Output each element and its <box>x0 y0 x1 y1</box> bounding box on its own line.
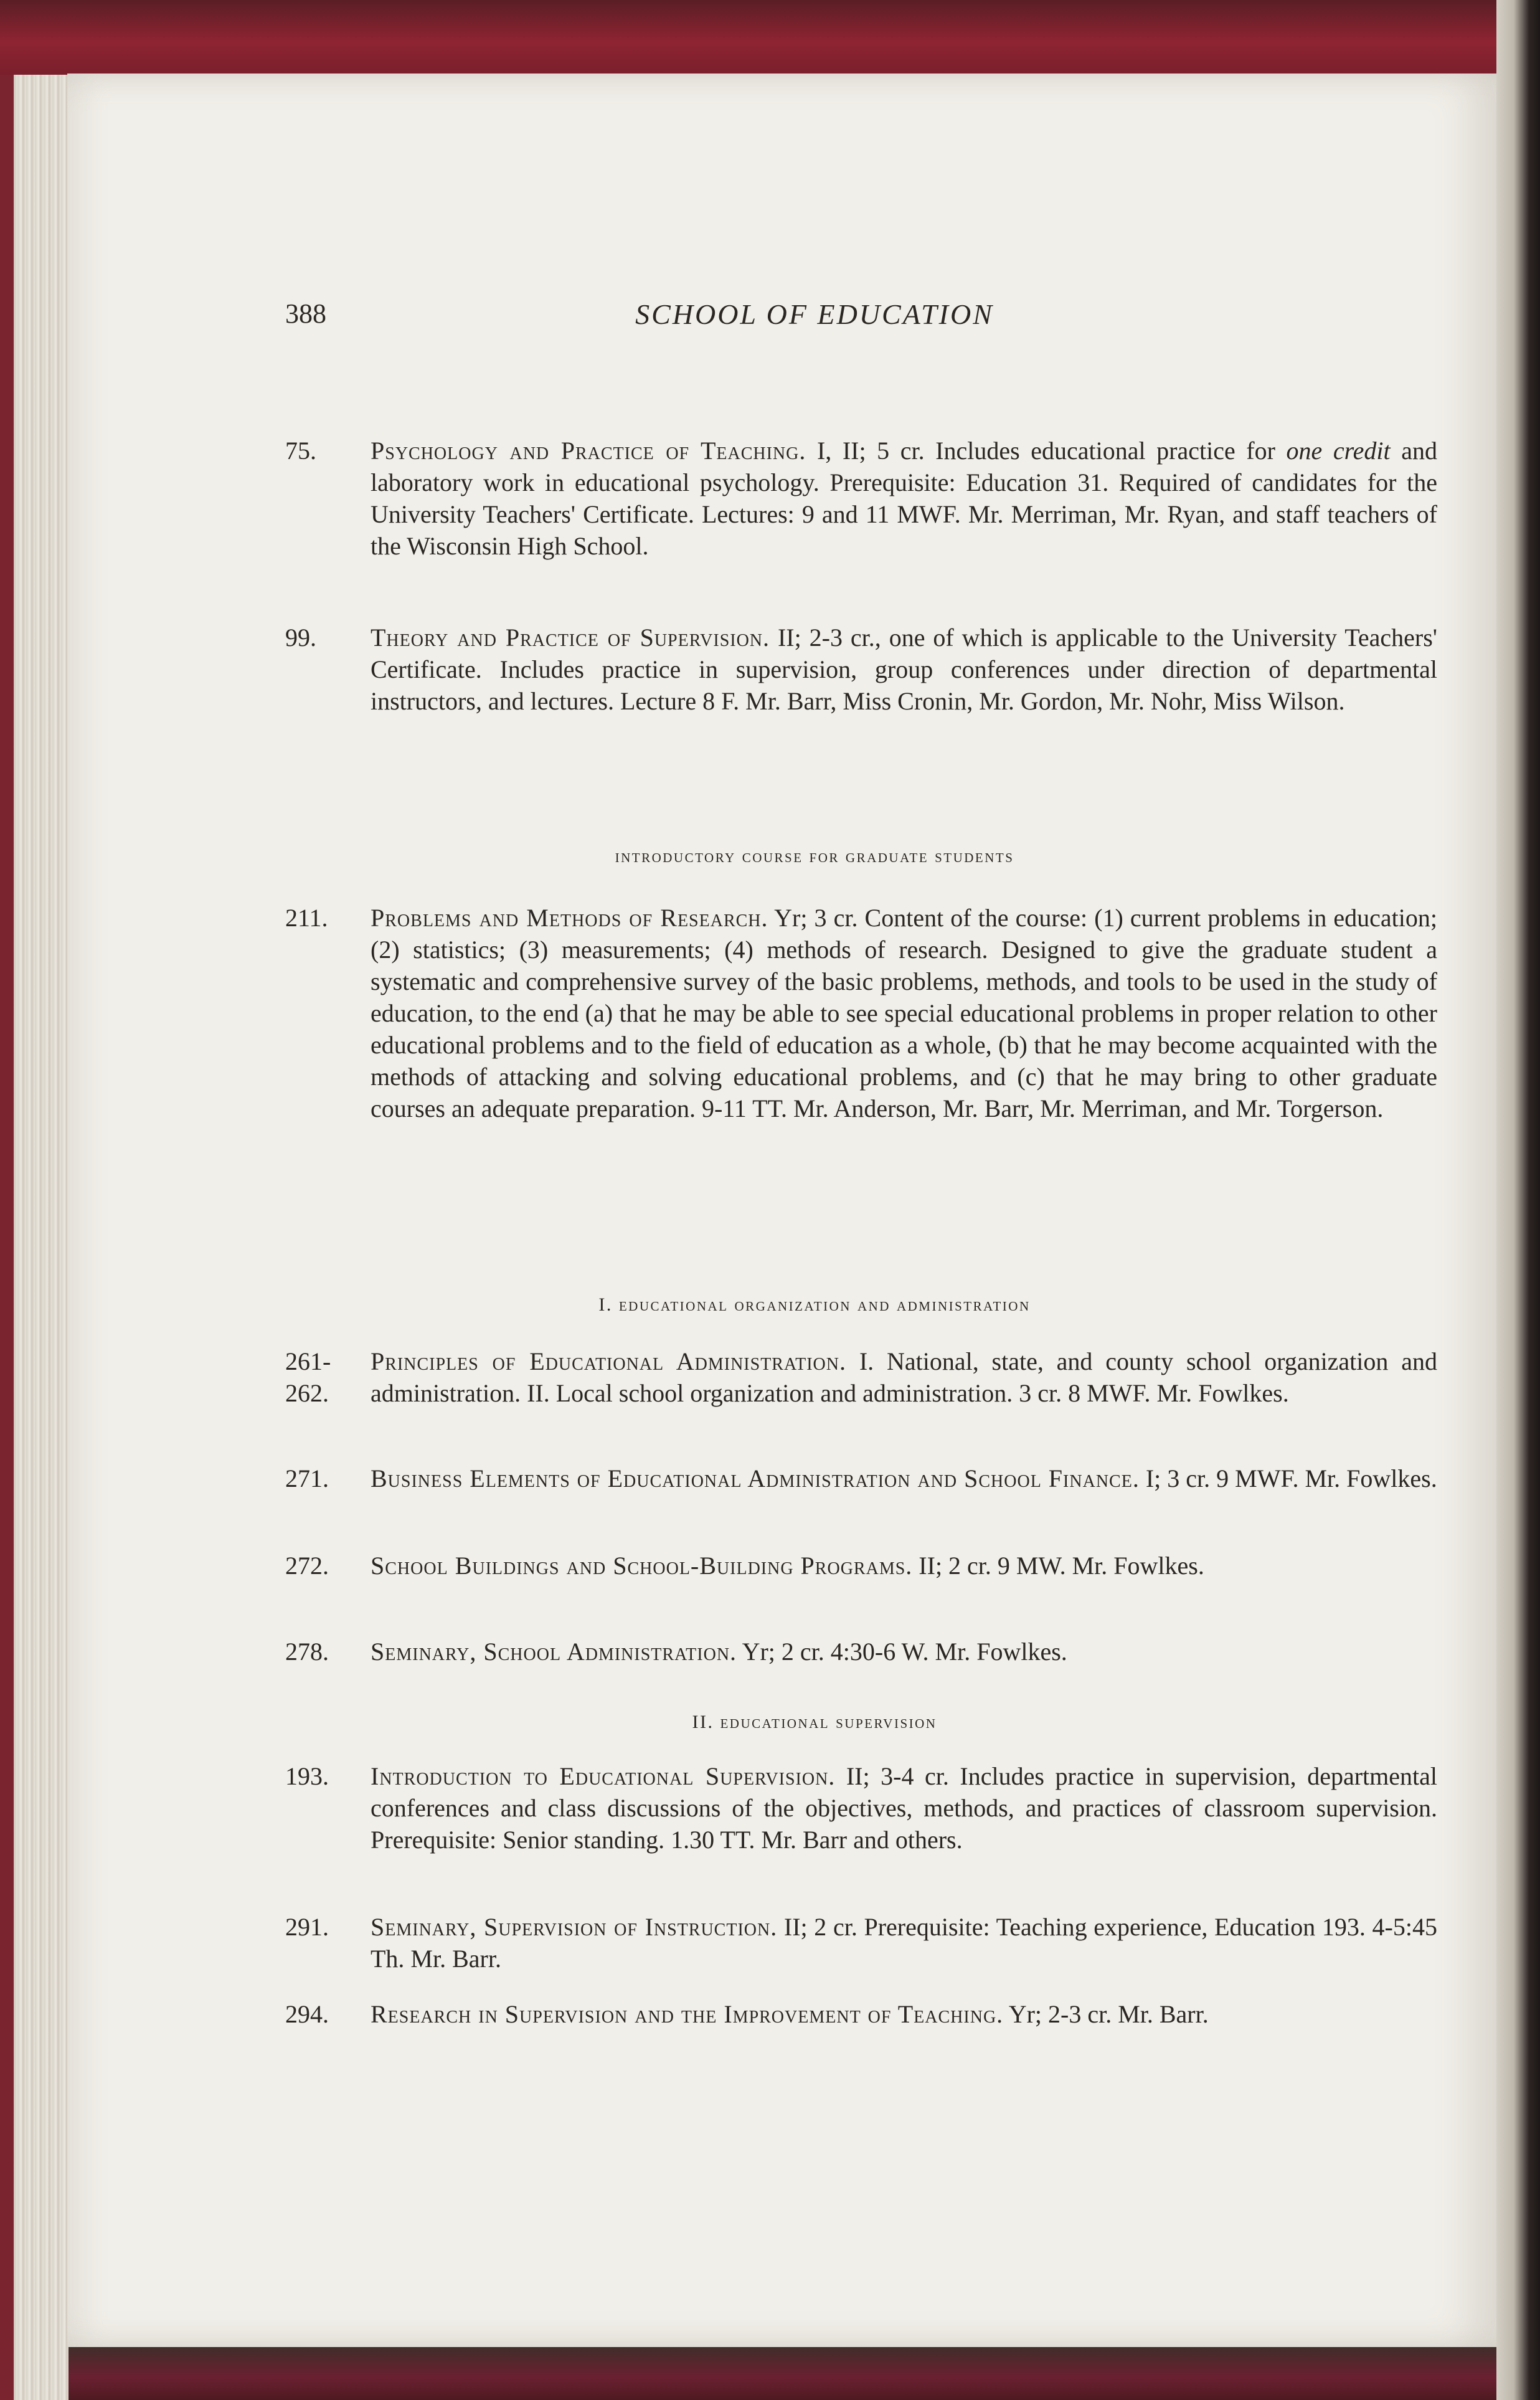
course-text: II; 2-3 cr., one of which is applicable to the University Teachers' Certificate. Includes practice in supervision, group conferences under direction of departmental instructors, and lectures. Lecture 8 F. Mr. Barr, Miss Cronin, Mr. Gordon, Mr. Nohr, Miss Wilson. <box>371 624 1437 715</box>
page-title: SCHOOL OF EDUCATION <box>635 298 994 330</box>
course-number: 271. <box>285 1464 329 1492</box>
course-entry-261-262 <box>285 1345 1437 1409</box>
course-title: Seminary, School Administration. <box>371 1638 737 1666</box>
course-description <box>371 1760 1437 1856</box>
course-title: Problems and Methods of Research. <box>371 904 768 932</box>
course-description <box>371 1463 1437 1494</box>
course-number: 278. <box>285 1638 329 1666</box>
course-entry-294 <box>285 1998 1437 2030</box>
course-text: II; 3-4 cr. Includes practice in supervision, departmental conferences and class discussions of the objectives, methods, and practices of classroom supervision. Prerequisite: Senior standing. 1.30 TT. Mr. Barr and others. <box>371 1762 1437 1854</box>
course-number: 291. <box>285 1913 329 1941</box>
section-numeral: II. <box>692 1712 714 1732</box>
book-spine <box>0 75 14 2400</box>
section-numeral: I. <box>598 1294 613 1315</box>
section-title: educational supervision <box>720 1712 937 1732</box>
course-number: 294. <box>285 2000 329 2028</box>
course-text: Yr; 2-3 cr. Mr. Barr. <box>1003 2000 1209 2028</box>
course-entry-193 <box>285 1760 1437 1856</box>
course-text: I; 3 cr. 9 MWF. Mr. Fowlkes. <box>1139 1464 1437 1492</box>
course-title: Theory and Practice of Supervision. <box>371 624 770 652</box>
page-number: 388 <box>285 298 326 329</box>
course-number: 272. <box>285 1552 329 1580</box>
course-text: I, II; 5 cr. Includes educational practice for <box>806 437 1287 465</box>
course-entry-99 <box>285 622 1437 717</box>
course-number: 211. <box>285 904 328 932</box>
course-description <box>371 1998 1437 2030</box>
course-title: Research in Supervision and the Improvement of Teaching. <box>371 2000 1004 2028</box>
course-title: Business Elements of Educational Administration and School Finance. <box>371 1464 1140 1492</box>
course-description <box>371 902 1437 1124</box>
course-number: 261-262. <box>285 1347 331 1407</box>
course-entry-211 <box>285 902 1437 1124</box>
course-number: 75. <box>285 437 316 465</box>
course-entry-75 <box>285 435 1437 562</box>
section-heading-intro: introductory course for graduate students <box>615 846 1014 866</box>
section-title: educational organization and administration <box>618 1294 1031 1315</box>
course-text: I. National, state, and county school organization and administration. II. Local school organization and administration. 3 cr. 8 MWF. Mr. Fowlkes. <box>371 1347 1437 1407</box>
course-text: II; 2 cr. Prerequisite: Teaching experience, Education 193. 4-5:45 Th. Mr. Barr. <box>371 1913 1437 1973</box>
section-heading-admin <box>285 1294 1344 1316</box>
course-title: School Buildings and School-Building Programs. <box>371 1552 913 1580</box>
course-description <box>371 1636 1437 1667</box>
course-description <box>371 1550 1437 1582</box>
book-binding-bottom <box>0 2344 1540 2400</box>
course-title: Principles of Educational Administration. <box>371 1347 846 1375</box>
course-entry-278 <box>285 1636 1437 1667</box>
course-entry-272 <box>285 1550 1437 1582</box>
book-binding-right <box>1496 0 1540 2400</box>
running-head <box>285 285 1437 335</box>
course-text-emphasis: one credit <box>1286 437 1391 465</box>
course-description <box>371 622 1437 717</box>
course-title: Psychology and Practice of Teaching. <box>371 437 806 465</box>
course-text: Yr; 3 cr. Content of the course: (1) current problems in education; (2) statistics; (3) measurements; (4) methods of research. Designed to give the graduate student a systematic and comprehensive survey of the basic problems, methods, and tools to be used in the study of education, to the end (a) that he may be able to see special educational problems in proper relation to other educational problems and to the field of education as a whole, (b) that he may become acquainted with the methods of attacking and solving educational problems, and (c) that he may bring to other graduate courses an adequate preparation. 9-11 TT. Mr. Anderson, Mr. Barr, Mr. Merriman, and Mr. Torgerson. <box>371 904 1437 1122</box>
section-heading-supervision <box>285 1712 1344 1733</box>
course-title: Seminary, Supervision of Instruction. <box>371 1913 778 1941</box>
book-page <box>67 74 1496 2347</box>
course-description <box>371 435 1437 562</box>
course-entry-271 <box>285 1463 1437 1494</box>
course-text: II; 2 cr. 9 MW. Mr. Fowlkes. <box>912 1552 1204 1580</box>
course-title: Introduction to Educational Supervision. <box>371 1762 836 1790</box>
course-text: and laboratory work in educational psychology. Prerequisite: Education 31. Required of candidates for the University Teachers' Certificate. Lectures: 9 and 11 MWF. Mr. Merriman, Mr. Ryan, and staff teachers of the Wisconsin High School. <box>371 437 1437 560</box>
course-text: Yr; 2 cr. 4:30-6 W. Mr. Fowlkes. <box>737 1638 1067 1666</box>
course-description <box>371 1345 1437 1409</box>
course-number: 193. <box>285 1762 329 1790</box>
course-number: 99. <box>285 624 316 652</box>
course-description <box>371 1911 1437 1975</box>
course-entry-291 <box>285 1911 1437 1975</box>
